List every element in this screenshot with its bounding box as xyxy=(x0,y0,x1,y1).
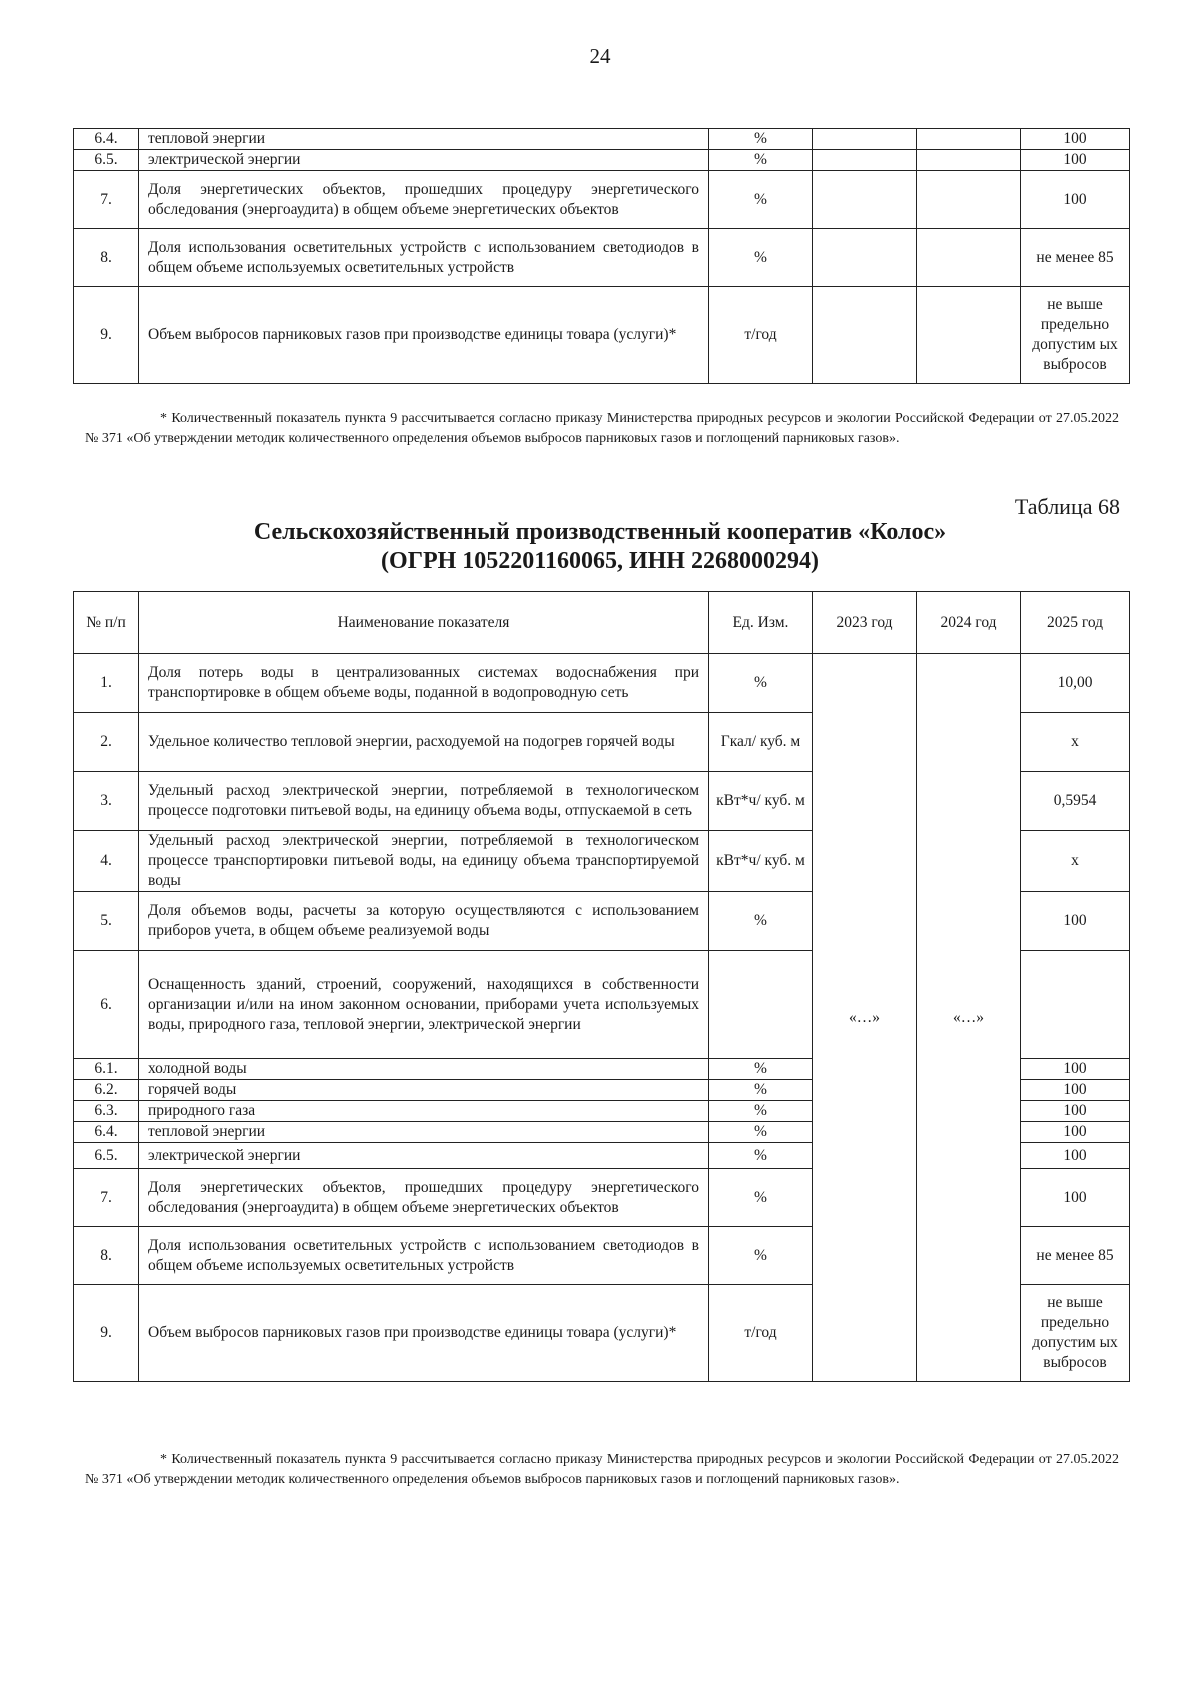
indicator-name: Объем выбросов парниковых газов при производстве единицы товара (услуги)* xyxy=(139,287,709,384)
indicator-name: электрической энергии xyxy=(139,1143,709,1169)
row-number: 9. xyxy=(74,287,139,384)
indicator-name: Удельное количество тепловой энергии, расходуемой на подогрев горячей воды xyxy=(139,713,709,772)
row-number: 5. xyxy=(74,892,139,951)
unit-cell: кВт*ч/ куб. м xyxy=(709,831,813,892)
value-2025: 100 xyxy=(1021,1143,1130,1169)
row-number: 4. xyxy=(74,831,139,892)
indicator-name: природного газа xyxy=(139,1101,709,1122)
value-2025: 100 xyxy=(1021,171,1130,229)
indicator-name: Доля энергетических объектов, прошедших процедуру энергетического обследования (энергоаудита) в общем объеме энергетических объектов xyxy=(139,171,709,229)
row-number: 6.1. xyxy=(74,1059,139,1080)
header-name: Наименование показателя xyxy=(139,592,709,654)
value-2025: 0,5954 xyxy=(1021,772,1130,831)
unit-cell: % xyxy=(709,1059,813,1080)
unit-cell: % xyxy=(709,1227,813,1285)
value-2025: не выше предельно допустим ых выбросов xyxy=(1021,287,1130,384)
value-2024-merged: «…» xyxy=(917,654,1021,1382)
footnote-bottom: * Количественный показатель пункта 9 рассчитывается согласно приказу Министерства природных ресурсов и экологии Российской Федерации от 27.05.2022 № 371 «Об утверждении методик количественного определения объемов выбросов парниковых газов и поглощений парниковых газов». xyxy=(85,1452,1119,1487)
unit-cell: % xyxy=(709,1169,813,1227)
row-number: 6.4. xyxy=(74,1122,139,1143)
table-header-row xyxy=(74,592,1130,654)
unit-cell: кВт*ч/ куб. м xyxy=(709,772,813,831)
value-2024 xyxy=(917,287,1021,384)
value-2025: 100 xyxy=(1021,1122,1130,1143)
value-2025: 100 xyxy=(1021,1169,1130,1227)
row-number: 1. xyxy=(74,654,139,713)
header-unit: Ед. Изм. xyxy=(709,592,813,654)
indicator-name: тепловой энергии xyxy=(139,129,709,150)
row-number: 3. xyxy=(74,772,139,831)
value-2025 xyxy=(1021,951,1130,1059)
indicators-table xyxy=(73,591,1130,1382)
unit-cell: % xyxy=(709,1101,813,1122)
unit-cell: % xyxy=(709,654,813,713)
indicator-name: Оснащенность зданий, строений, сооружений, находящихся в собственности организации и/или на ином законном основании, приборами учета используемых воды, природного газа, тепловой энергии, электрической энергии xyxy=(139,951,709,1059)
org-title: Сельскохозяйственный производственный кооператив «Колос» xyxy=(253,519,947,545)
row-number: 6.5. xyxy=(74,150,139,171)
table-label: Таблица 68 xyxy=(1014,494,1120,519)
value-2025: х xyxy=(1021,713,1130,772)
row-number: 8. xyxy=(74,1227,139,1285)
value-2023 xyxy=(813,287,917,384)
unit-cell: т/год xyxy=(709,1285,813,1382)
indicator-name: Доля потерь воды в централизованных системах водоснабжения при транспортировке в общем объеме воды, поданной в водопроводную сеть xyxy=(139,654,709,713)
value-2023 xyxy=(813,129,917,150)
unit-cell: % xyxy=(709,129,813,150)
value-2023 xyxy=(813,229,917,287)
row-number: 2. xyxy=(74,713,139,772)
indicator-name: Доля энергетических объектов, прошедших процедуру энергетического обследования (энергоаудита) в общем объеме энергетических объектов xyxy=(139,1169,709,1227)
value-2025: 100 xyxy=(1021,1080,1130,1101)
row-number: 6.5. xyxy=(74,1143,139,1169)
indicator-name: Удельный расход электрической энергии, потребляемой в технологическом процессе подготовки питьевой воды, на единицу объема воды, отпускаемой в сеть xyxy=(139,772,709,831)
value-2024 xyxy=(917,150,1021,171)
page-number: 24 xyxy=(589,44,611,68)
unit-cell: Гкал/ куб. м xyxy=(709,713,813,772)
value-2025: 100 xyxy=(1021,150,1130,171)
value-2025: 100 xyxy=(1021,1101,1130,1122)
indicator-name: Доля использования осветительных устройств с использованием светодиодов в общем объеме используемых осветительных устройств xyxy=(139,1227,709,1285)
indicator-name: горячей воды xyxy=(139,1080,709,1101)
value-2023 xyxy=(813,150,917,171)
indicator-name: Доля объемов воды, расчеты за которую осуществляются с использованием приборов учета, в общем объеме реализуемой воды xyxy=(139,892,709,951)
indicator-name: электрической энергии xyxy=(139,150,709,171)
value-2025: 100 xyxy=(1021,1059,1130,1080)
row-number: 8. xyxy=(74,229,139,287)
row-number: 7. xyxy=(74,1169,139,1227)
header-2024: 2024 год xyxy=(917,592,1021,654)
unit-cell: % xyxy=(709,1122,813,1143)
row-number: 6.2. xyxy=(74,1080,139,1101)
table-row xyxy=(74,654,1130,713)
table-row xyxy=(74,229,1130,287)
continuation-table xyxy=(73,128,1130,384)
value-2023-merged: «…» xyxy=(813,654,917,1382)
row-number: 6.4. xyxy=(74,129,139,150)
header-2023: 2023 год xyxy=(813,592,917,654)
unit-cell: % xyxy=(709,150,813,171)
value-2024 xyxy=(917,229,1021,287)
indicator-name: холодной воды xyxy=(139,1059,709,1080)
value-2024 xyxy=(917,129,1021,150)
value-2023 xyxy=(813,171,917,229)
indicator-name: Доля использования осветительных устройств с использованием светодиодов в общем объеме используемых осветительных устройств xyxy=(139,229,709,287)
value-2025: не менее 85 xyxy=(1021,229,1130,287)
value-2025: не менее 85 xyxy=(1021,1227,1130,1285)
unit-cell: % xyxy=(709,229,813,287)
header-2025: 2025 год xyxy=(1021,592,1130,654)
row-number: 6.3. xyxy=(74,1101,139,1122)
value-2025: х xyxy=(1021,831,1130,892)
row-number: 6. xyxy=(74,951,139,1059)
unit-cell: % xyxy=(709,1143,813,1169)
table-row xyxy=(74,287,1130,384)
value-2025: 100 xyxy=(1021,129,1130,150)
row-number: 9. xyxy=(74,1285,139,1382)
footnote-top: * Количественный показатель пункта 9 рассчитывается согласно приказу Министерства природных ресурсов и экологии Российской Федерации от 27.05.2022 № 371 «Об утверждении методик количественного определения объемов выбросов парниковых газов и поглощений парниковых газов». xyxy=(85,411,1119,446)
value-2025: 100 xyxy=(1021,892,1130,951)
table-row xyxy=(74,129,1130,150)
header-num: № п/п xyxy=(74,592,139,654)
unit-cell: % xyxy=(709,892,813,951)
unit-cell: % xyxy=(709,171,813,229)
value-2025: 10,00 xyxy=(1021,654,1130,713)
indicator-name: тепловой энергии xyxy=(139,1122,709,1143)
unit-cell xyxy=(709,951,813,1059)
row-number: 7. xyxy=(74,171,139,229)
value-2024 xyxy=(917,171,1021,229)
unit-cell: % xyxy=(709,1080,813,1101)
table-row xyxy=(74,150,1130,171)
value-2025: не выше предельно допустим ых выбросов xyxy=(1021,1285,1130,1382)
org-registration: (ОГРН 1052201160065, ИНН 2268000294) xyxy=(381,548,819,574)
unit-cell: т/год xyxy=(709,287,813,384)
indicator-name: Удельный расход электрической энергии, потребляемой в технологическом процессе транспортировки питьевой воды, на единицу объема транспортируемой воды xyxy=(139,831,709,892)
table-row xyxy=(74,171,1130,229)
indicator-name: Объем выбросов парниковых газов при производстве единицы товара (услуги)* xyxy=(139,1285,709,1382)
